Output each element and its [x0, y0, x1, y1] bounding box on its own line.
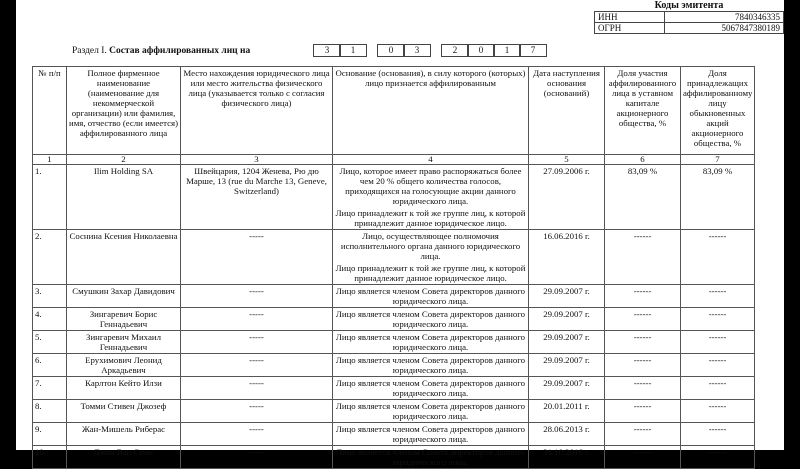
affiliate-name: Карлтон Кейто Илзи — [67, 377, 181, 400]
row-number: 9. — [33, 423, 67, 446]
ordinary-share: ------ — [681, 230, 755, 285]
section-title: Состав аффилированных лиц на — [109, 46, 251, 56]
col-header-capital-share: Доля участия аффилированного лица в уставном капитале акционерного общества, % — [605, 67, 681, 155]
table-row — [33, 446, 755, 469]
affiliation-basis — [333, 165, 529, 230]
inn-label: ИНН — [595, 12, 665, 23]
col-header-number: № п/п — [33, 67, 67, 155]
row-number: 4. — [33, 308, 67, 331]
ordinary-share: ------ — [681, 400, 755, 423]
affiliation-basis — [333, 446, 529, 469]
inn-row — [595, 12, 784, 23]
table-row — [33, 230, 755, 285]
affiliation-basis — [333, 308, 529, 331]
basis-date: 27.09.2006 г. — [529, 165, 605, 230]
document-page — [16, 0, 784, 467]
affiliate-name: Джон Ван Симс — [67, 446, 181, 469]
col-header-basis: Основание (основания), в силу которого (которых) лицо признается аффилированным — [333, 67, 529, 155]
issuer-codes — [594, 0, 784, 34]
table-row — [33, 377, 755, 400]
row-number: 7. — [33, 377, 67, 400]
col-header-name: Полное фирменное наименование (наименование для некоммерческой организации) или фамилия, имя, отчество (если имеется) аффилированного лица — [67, 67, 181, 155]
date-digit: 2 — [441, 44, 469, 57]
basis-date: 31.10.2016 г. — [529, 446, 605, 469]
basis-date: 29.09.2007 г. — [529, 285, 605, 308]
row-number: 5. — [33, 331, 67, 354]
ordinary-share: ------ — [681, 331, 755, 354]
table-header-row — [33, 67, 755, 155]
table-row — [33, 331, 755, 354]
affiliate-location: ----- — [181, 354, 333, 377]
capital-share: ------ — [605, 377, 681, 400]
date-digit: 3 — [313, 44, 341, 57]
affiliation-basis-text: Лицо является членом Совета директоров данного юридического лица. — [335, 401, 526, 421]
affiliation-basis-text: Лицо является членом Совета директоров данного юридического лица. — [335, 286, 526, 306]
date-digit: 0 — [377, 44, 405, 57]
date-digit: 3 — [403, 44, 431, 57]
ogrn-value: 5067847380189 — [665, 23, 784, 34]
capital-share: 83,09 % — [605, 165, 681, 230]
affiliate-location: ----- — [181, 446, 333, 469]
date-digit: 1 — [493, 44, 521, 57]
capital-share: ------ — [605, 446, 681, 469]
table-row — [33, 285, 755, 308]
basis-date: 28.06.2013 г. — [529, 423, 605, 446]
affiliation-basis-text: Лицо принадлежит к той же группе лиц, к которой принадлежит данное юридическое лицо. — [335, 208, 526, 228]
column-number: 3 — [181, 155, 333, 165]
affiliate-name: Зингаревич Борис Геннадьевич — [67, 308, 181, 331]
affiliate-name: Смушкин Захар Давидович — [67, 285, 181, 308]
affiliation-basis-text: Лицо является членом Совета директоров данного юридического лица. — [335, 447, 526, 467]
affiliate-location: ----- — [181, 331, 333, 354]
affiliate-name: Ilim Holding SA — [67, 165, 181, 230]
affiliation-basis — [333, 331, 529, 354]
capital-share: ------ — [605, 285, 681, 308]
column-numbers-row — [33, 155, 755, 165]
affiliate-location: ----- — [181, 377, 333, 400]
affiliate-name: Соснина Ксения Николаевна — [67, 230, 181, 285]
date-digit: 7 — [519, 44, 547, 57]
affiliation-basis — [333, 400, 529, 423]
issuer-codes-table — [594, 11, 784, 34]
affiliate-location: ----- — [181, 230, 333, 285]
affiliation-basis — [333, 230, 529, 285]
affiliation-basis-text: Лицо является членом Совета директоров данного юридического лица. — [335, 332, 526, 352]
affiliation-basis — [333, 354, 529, 377]
affiliate-location: Швейцария, 1204 Женева, Рю дю Марше, 13 (rue du Marche 13, Geneve, Switzerland) — [181, 165, 333, 230]
section-prefix: Раздел I. — [72, 46, 107, 56]
affiliation-basis-text: Лицо принадлежит к той же группе лиц, к которой принадлежит данное юридическое лицо. — [335, 263, 526, 283]
capital-share: ------ — [605, 423, 681, 446]
row-number: 6. — [33, 354, 67, 377]
ogrn-row — [595, 23, 784, 34]
table-row — [33, 308, 755, 331]
col-header-date: Дата наступления основания (оснований) — [529, 67, 605, 155]
row-number: 8. — [33, 400, 67, 423]
affiliate-location: ----- — [181, 400, 333, 423]
affiliation-basis-text: Лицо является членом Совета директоров данного юридического лица. — [335, 378, 526, 398]
ordinary-share: ------ — [681, 285, 755, 308]
basis-date: 20.01.2011 г. — [529, 400, 605, 423]
issuer-codes-title: Коды эмитента — [654, 0, 724, 11]
basis-date: 29.09.2007 г. — [529, 308, 605, 331]
table-row — [33, 400, 755, 423]
affiliation-basis-text: Лицо является членом Совета директоров данного юридического лица. — [335, 355, 526, 375]
basis-date: 16.06.2016 г. — [529, 230, 605, 285]
section-heading — [72, 46, 250, 56]
ordinary-share: 83,09 % — [681, 165, 755, 230]
ordinary-share: ------ — [681, 308, 755, 331]
basis-date: 29.09.2007 г. — [529, 331, 605, 354]
col-header-ordinary-shares: Доля принадлежащих аффилированному лицу обыкновенных акций акционерного общества, % — [681, 67, 755, 155]
affiliate-location: ----- — [181, 308, 333, 331]
affiliation-basis-text: Лицо является членом Совета директоров данного юридического лица. — [335, 424, 526, 444]
capital-share: ------ — [605, 331, 681, 354]
affiliation-basis-text: Лицо является членом Совета директоров данного юридического лица. — [335, 309, 526, 329]
capital-share: ------ — [605, 354, 681, 377]
basis-date: 29.09.2007 г. — [529, 377, 605, 400]
table-row — [33, 423, 755, 446]
capital-share: ------ — [605, 400, 681, 423]
affiliate-location: ----- — [181, 423, 333, 446]
table-row — [33, 165, 755, 230]
row-number: 3. — [33, 285, 67, 308]
row-number: 2. — [33, 230, 67, 285]
basis-date: 29.09.2007 г. — [529, 354, 605, 377]
column-number: 4 — [333, 155, 529, 165]
ordinary-share: ------ — [681, 423, 755, 446]
table-row — [33, 354, 755, 377]
affiliate-name: Жан-Мишель Риберас — [67, 423, 181, 446]
table-body — [33, 165, 755, 469]
capital-share: ------ — [605, 308, 681, 331]
column-number: 6 — [605, 155, 681, 165]
ordinary-share: ------ — [681, 446, 755, 469]
affiliation-basis-text: Лицо, которое имеет право распоряжаться более чем 20 % общего количества голосов, приходящихся на голосующие акции данного юридического лица. — [339, 166, 522, 206]
column-number: 1 — [33, 155, 67, 165]
column-number: 2 — [67, 155, 181, 165]
ordinary-share: ------ — [681, 377, 755, 400]
inn-value: 7840346335 — [665, 12, 784, 23]
affiliate-name: Зингаревич Михаил Геннадьевич — [67, 331, 181, 354]
column-number: 7 — [681, 155, 755, 165]
affiliate-location: ----- — [181, 285, 333, 308]
capital-share: ------ — [605, 230, 681, 285]
affiliates-table — [32, 66, 755, 469]
row-number: 10. — [33, 446, 67, 469]
affiliation-basis-text: Лицо, осуществляющее полномочия исполнительного органа данного юридического лица. — [340, 231, 521, 261]
affiliation-basis — [333, 423, 529, 446]
row-number: 1. — [33, 165, 67, 230]
affiliation-basis — [333, 285, 529, 308]
ordinary-share: ------ — [681, 354, 755, 377]
affiliate-name: Ерухимович Леонид Аркадьевич — [67, 354, 181, 377]
affiliation-basis — [333, 377, 529, 400]
date-digit: 0 — [467, 44, 495, 57]
col-header-location: Место нахождения юридического лица или место жительства физического лица (указывается только с согласия физического лица) — [181, 67, 333, 155]
column-number: 5 — [529, 155, 605, 165]
date-digit: 1 — [339, 44, 367, 57]
ogrn-label: ОГРН — [595, 23, 665, 34]
affiliate-name: Томми Стивен Джозеф — [67, 400, 181, 423]
